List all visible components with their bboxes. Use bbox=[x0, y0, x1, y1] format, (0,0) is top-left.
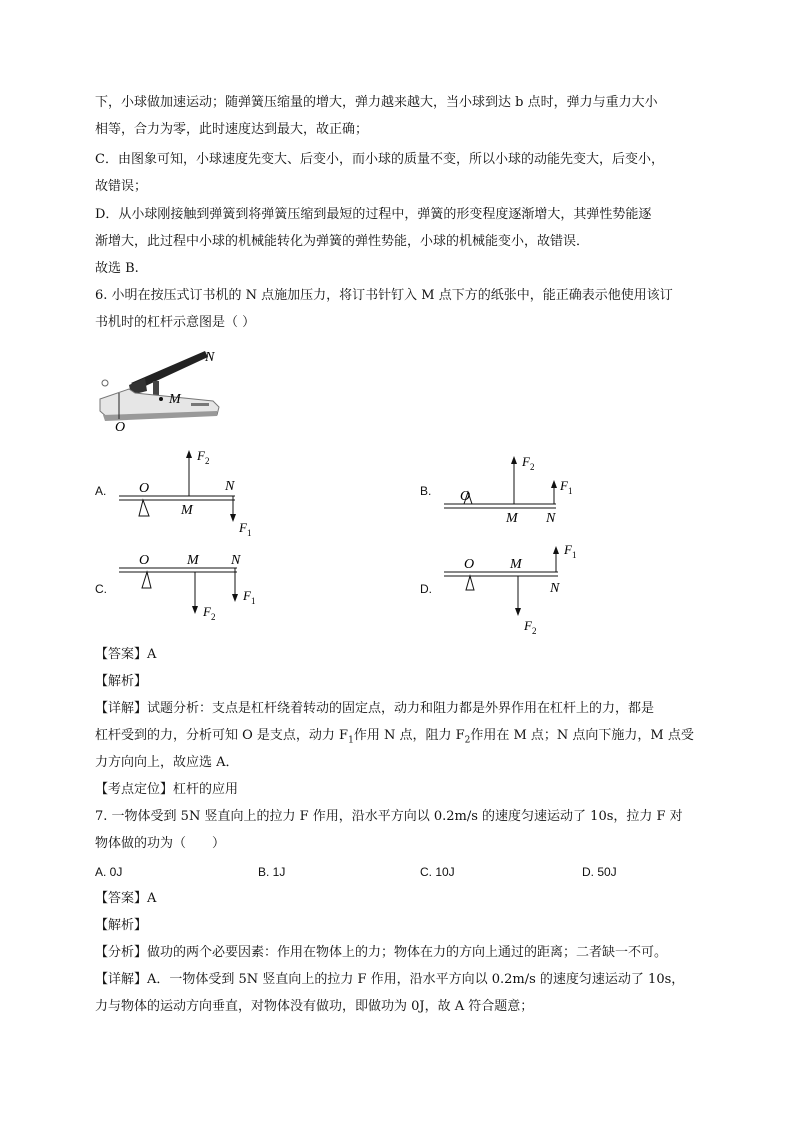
analysis-heading: 【解析】 bbox=[95, 918, 148, 933]
text-line: 故错误； bbox=[95, 179, 148, 194]
lever-diagram-a bbox=[115, 448, 265, 538]
label-M: M bbox=[187, 553, 199, 568]
stapler-illustration bbox=[95, 343, 235, 435]
text-line: 相等，合力为零，此时速度达到最大，故正确； bbox=[95, 122, 369, 137]
point-N-label: N bbox=[205, 350, 215, 365]
label-F1: $F_1$ bbox=[560, 478, 573, 496]
label-O: O bbox=[464, 557, 475, 572]
lever-diagram-c bbox=[115, 548, 265, 638]
text-line: D．从小球刚接触到弹簧到将弹簧压缩到最短的过程中，弹簧的形变程度逐渐增大，其弹性势能逐 bbox=[95, 207, 652, 222]
lever-diagram-d bbox=[440, 540, 590, 640]
text-line: 渐增大，此过程中小球的机械能转化为弹簧的弹性势能，小球的机械能变小，故错误． bbox=[95, 234, 590, 249]
point-O-label: O bbox=[115, 420, 126, 435]
detail-line: 力与物体的运动方向垂直，对物体没有做功，即做功为 0J，故 A 符合题意； bbox=[95, 999, 534, 1014]
label-M: M bbox=[510, 557, 522, 572]
label-M: M bbox=[506, 511, 518, 526]
analysis-heading: 【解析】 bbox=[95, 674, 148, 689]
option-c-label: C. bbox=[95, 582, 107, 596]
label-N: N bbox=[550, 581, 560, 596]
label-F2: $F_2$ bbox=[522, 454, 535, 472]
label-N: N bbox=[231, 553, 241, 568]
point-M-label: M bbox=[169, 392, 181, 407]
label-N: N bbox=[546, 511, 556, 526]
question-6-stem: 6. 小明在按压式订书机的 N 点施加压力，将订书针钉入 M 点下方的纸张中，能正确表示他使用该订 bbox=[95, 288, 673, 303]
fenxi-line: 【分析】做功的两个必要因素：作用在物体上的力；物体在力的方向上通过的距离；二者缺一不可。 bbox=[95, 945, 668, 960]
label-F1: $F_1$ bbox=[243, 588, 256, 606]
label-F2: $F_2$ bbox=[197, 448, 210, 466]
detail-line: 力方向向上，故应选 A． bbox=[95, 755, 239, 770]
label-O: O bbox=[139, 553, 150, 568]
label-O: O bbox=[139, 481, 150, 496]
option-a-label: A. bbox=[95, 484, 107, 498]
kaodian-line: 【考点定位】杠杆的应用 bbox=[95, 782, 239, 797]
label-F1: $F_1$ bbox=[239, 520, 252, 538]
option-d-label: D. bbox=[420, 582, 432, 596]
question-7-stem: 7. 一物体受到 5N 竖直向上的拉力 F 作用，沿水平方向以 0.2m/s 的速度匀速运动了 10s，拉力 F 对 bbox=[95, 809, 683, 824]
question-6-stem: 书机时的杠杆示意图是（ ） bbox=[95, 315, 256, 330]
detail-line: 【详解】试题分析：支点是杠杆绕着转动的固定点，动力和阻力都是外界作用在杠杆上的力，都是 bbox=[95, 701, 655, 716]
q7-option-d: D. 50J bbox=[582, 865, 617, 879]
label-F1: $F_1$ bbox=[564, 542, 577, 560]
text-line: 故选 B. bbox=[95, 261, 139, 276]
q7-option-b: B. 1J bbox=[258, 865, 286, 879]
label-O: O bbox=[460, 489, 471, 504]
answer-line: 【答案】A bbox=[95, 891, 157, 906]
label-F2: $F_2$ bbox=[203, 604, 216, 622]
option-b-label: B. bbox=[420, 484, 432, 498]
question-7-stem: 物体做的功为（ ） bbox=[95, 836, 226, 851]
q7-option-c: C. 10J bbox=[420, 865, 455, 879]
label-M: M bbox=[181, 503, 193, 518]
detail-line: 【详解】A．一物体受到 5N 竖直向上的拉力 F 作用，沿水平方向以 0.2m/s 的速度匀速运动了 10s， bbox=[95, 972, 685, 987]
q7-option-a: A. 0J bbox=[95, 865, 123, 879]
text-line: C．由图象可知，小球速度先变大、后变小，而小球的质量不变，所以小球的动能先变大，后变小， bbox=[95, 152, 664, 167]
label-N: N bbox=[225, 479, 235, 494]
answer-line: 【答案】A bbox=[95, 647, 157, 662]
text-line: 下，小球做加速运动；随弹簧压缩量的增大，弹力越来越大，当小球到达 b 点时，弹力与重力大小 bbox=[95, 95, 658, 110]
detail-line: 杠杆受到的力，分析可知 O 是支点，动力 $F_1$作用 N 点，阻力 $F_2$作用在 M 点；N 点向下施力，M 点受 bbox=[95, 728, 694, 746]
label-F2: $F_2$ bbox=[524, 618, 537, 636]
lever-diagram-b bbox=[440, 448, 590, 538]
